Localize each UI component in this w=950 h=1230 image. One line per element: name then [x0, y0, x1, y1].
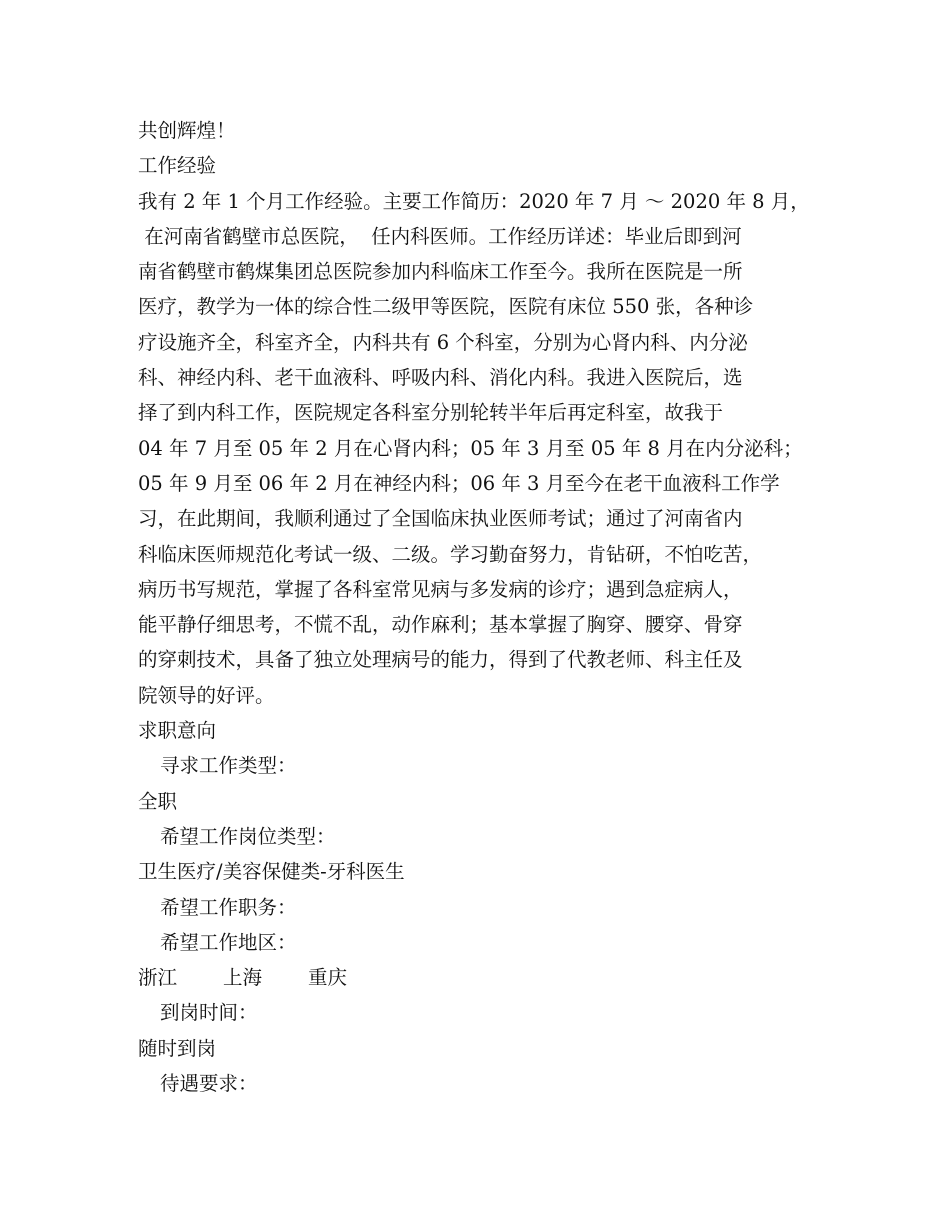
- job-type-value: 全职: [138, 789, 178, 813]
- work-experience-line: 的穿刺技术，具备了独立处理病号的能力，得到了代教老师、科主任及: [138, 648, 743, 672]
- work-experience-line: 科临床医师规范化考试一级、二级。学习勤奋努力，肯钻研，不怕吃苦，: [138, 542, 763, 566]
- job-type-label: 寻求工作类型：: [160, 754, 297, 778]
- work-experience-line: 我有 2 年 1 个月工作经验。主要工作简历：2020 年 7 月 ～ 2020 年 8 月，: [138, 189, 810, 213]
- work-experience-line: 择了到内科工作，医院规定各科室分别轮转半年后再定科室，故我于: [138, 401, 724, 425]
- intro-tail-text: 共创辉煌！: [138, 119, 236, 142]
- salary-label: 待遇要求：: [160, 1072, 258, 1096]
- work-experience-line: 疗设施齐全，科室齐全，内科共有 6 个科室，分别为心肾内科、内分泌: [138, 330, 748, 354]
- work-experience-heading: 工作经验: [138, 154, 217, 178]
- work-experience-line: 05 年 9 月至 06 年 2 月在神经内科；06 年 3 月至今在老干血液科工作学: [138, 471, 780, 495]
- location-item: 重庆: [308, 966, 348, 990]
- work-experience-line: 04 年 7 月至 05 年 2 月在心肾内科；05 年 3 月至 05 年 8 月在内分泌科；: [138, 436, 803, 460]
- work-experience-line: 习，在此期间，我顺利通过了全国临床执业医师考试；通过了河南省内: [138, 507, 743, 531]
- resume-document: [138, 113, 838, 1101]
- work-experience-line: 医疗，教学为一体的综合性二级甲等医院，医院有床位 550 张，各种诊: [138, 295, 754, 319]
- job-intention-heading: 求职意向: [138, 719, 217, 743]
- position-type-value: 卫生医疗/美容保健类-牙科医生: [138, 860, 405, 884]
- work-experience-line: 科、神经内科、老干血液科、呼吸内科、消化内科。我进入医院后，选: [138, 366, 743, 390]
- work-experience-body: [138, 184, 838, 713]
- start-time-value: 随时到岗: [138, 1036, 217, 1060]
- position-type-label: 希望工作岗位类型：: [160, 824, 336, 848]
- work-experience-line: 院领导的好评。: [138, 683, 275, 707]
- work-experience-line: 病历书写规范，掌握了各科室常见病与多发病的诊疗；遇到急症病人，: [138, 577, 743, 601]
- location-label: 希望工作地区：: [160, 930, 297, 954]
- location-list: [138, 960, 838, 995]
- location-item: 浙江: [138, 966, 178, 990]
- location-item: 上海: [223, 966, 263, 990]
- work-experience-line: 能平静仔细思考，不慌不乱，动作麻利；基本掌握了胸穿、腰穿、骨穿: [138, 613, 743, 637]
- work-experience-line: 在河南省鹤壁市总医院， 任内科医师。工作经历详述：毕业后即到河: [138, 224, 742, 248]
- position-label: 希望工作职务：: [160, 895, 297, 919]
- start-time-label: 到岗时间：: [160, 1001, 258, 1025]
- work-experience-line: 南省鹤壁市鹤煤集团总医院参加内科临床工作至今。我所在医院是一所: [138, 260, 743, 284]
